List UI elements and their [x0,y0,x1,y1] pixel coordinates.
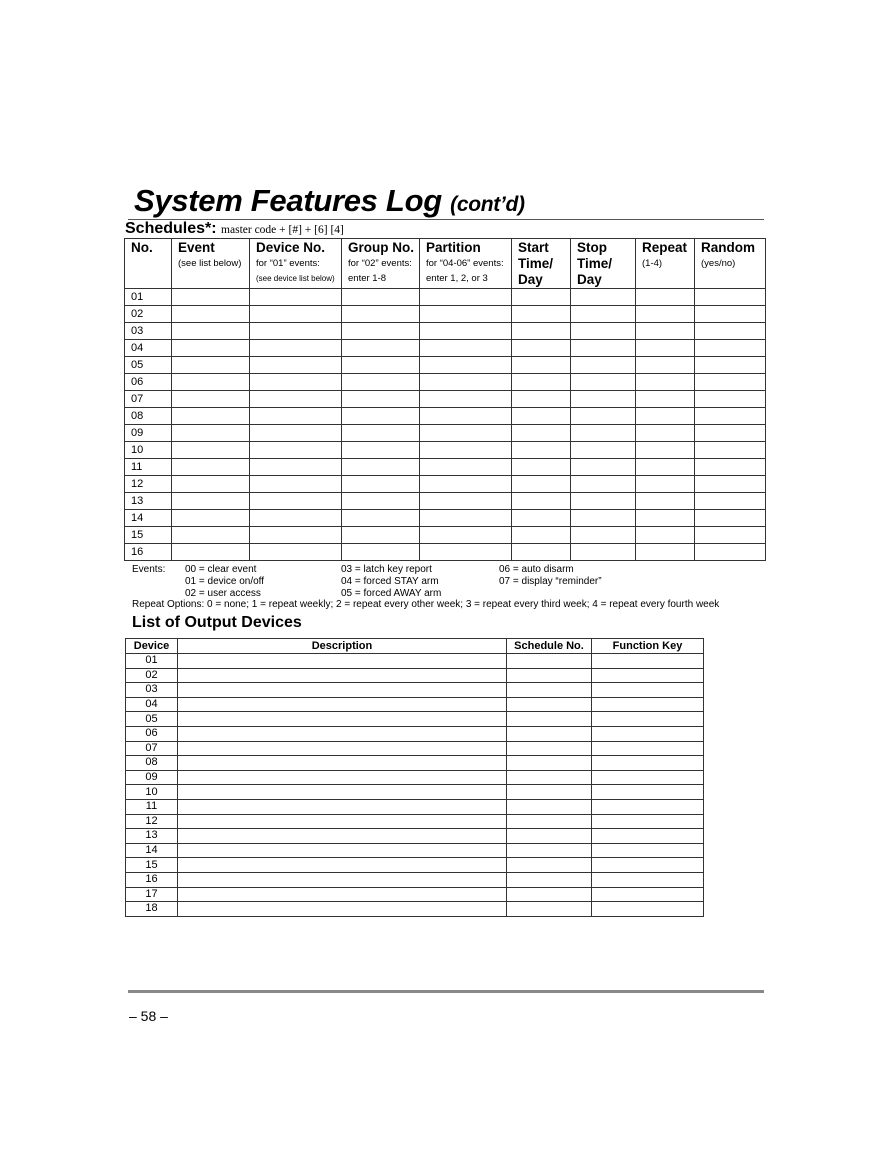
device-entry-cell[interactable] [178,799,507,814]
col-repeat: Repeat (1-4) [636,239,695,289]
device-entry-cell[interactable] [592,741,704,756]
device-row-number: 11 [126,799,178,814]
schedule-entry-cell[interactable] [695,340,766,357]
schedule-entry-cell[interactable] [512,493,571,510]
schedule-entry-cell[interactable] [571,425,636,442]
schedule-entry-cell[interactable] [571,391,636,408]
schedule-entry-cell[interactable] [172,357,250,374]
schedule-entry-cell[interactable] [172,493,250,510]
device-entry-cell[interactable] [592,683,704,698]
device-entry-cell[interactable] [592,697,704,712]
schedule-entry-cell[interactable] [342,357,420,374]
schedule-entry-cell[interactable] [695,544,766,561]
device-entry-cell[interactable] [592,902,704,917]
device-row [126,770,704,785]
event-code-06: 06 = auto disarm [499,564,574,575]
schedule-row [125,476,766,493]
schedule-entry-cell[interactable] [420,442,512,459]
schedule-entry-cell[interactable] [420,476,512,493]
schedule-row-number: 03 [125,323,172,340]
schedule-entry-cell[interactable] [342,425,420,442]
device-row [126,654,704,669]
device-row-number: 03 [126,683,178,698]
schedule-entry-cell[interactable] [695,323,766,340]
schedule-entry-cell[interactable] [172,374,250,391]
output-devices-heading: List of Output Devices [132,614,302,631]
schedule-entry-cell[interactable] [172,425,250,442]
schedule-entry-cell[interactable] [512,289,571,306]
device-entry-cell[interactable] [178,683,507,698]
col-no: No. [125,239,172,289]
schedule-entry-cell[interactable] [342,374,420,391]
device-entry-cell[interactable] [178,741,507,756]
device-entry-cell[interactable] [592,799,704,814]
schedule-entry-cell[interactable] [636,493,695,510]
schedule-entry-cell[interactable] [342,476,420,493]
schedule-entry-cell[interactable] [636,510,695,527]
schedule-row-number: 10 [125,442,172,459]
device-entry-cell[interactable] [592,872,704,887]
device-row-number: 07 [126,741,178,756]
device-row [126,843,704,858]
schedule-row-number: 04 [125,340,172,357]
schedule-entry-cell[interactable] [695,510,766,527]
schedule-entry-cell[interactable] [420,289,512,306]
device-entry-cell[interactable] [507,843,592,858]
schedule-entry-cell[interactable] [250,408,342,425]
schedule-entry-cell[interactable] [571,510,636,527]
schedule-entry-cell[interactable] [342,544,420,561]
device-row [126,756,704,771]
schedule-entry-cell[interactable] [420,340,512,357]
schedule-entry-cell[interactable] [636,476,695,493]
schedule-entry-cell[interactable] [342,408,420,425]
schedule-entry-cell[interactable] [695,306,766,323]
schedule-entry-cell[interactable] [636,306,695,323]
schedule-entry-cell[interactable] [636,289,695,306]
device-entry-cell[interactable] [507,683,592,698]
schedule-entry-cell[interactable] [342,442,420,459]
schedule-entry-cell[interactable] [342,493,420,510]
schedule-entry-cell[interactable] [636,527,695,544]
page-title-main: System Features Log [134,183,442,218]
schedule-entry-cell[interactable] [571,442,636,459]
device-entry-cell[interactable] [592,843,704,858]
schedule-entry-cell[interactable] [695,476,766,493]
schedule-entry-cell[interactable] [172,323,250,340]
device-entry-cell[interactable] [592,726,704,741]
schedule-entry-cell[interactable] [512,323,571,340]
device-entry-cell[interactable] [507,872,592,887]
device-row [126,799,704,814]
event-code-00: 00 = clear event [185,564,257,575]
schedule-row [125,544,766,561]
schedule-entry-cell[interactable] [571,476,636,493]
device-row [126,814,704,829]
schedule-entry-cell[interactable] [172,442,250,459]
schedule-entry-cell[interactable] [172,306,250,323]
schedule-entry-cell[interactable] [512,510,571,527]
schedule-entry-cell[interactable] [420,510,512,527]
schedule-entry-cell[interactable] [420,459,512,476]
schedule-entry-cell[interactable] [636,408,695,425]
schedule-entry-cell[interactable] [342,459,420,476]
schedule-entry-cell[interactable] [250,306,342,323]
schedule-entry-cell[interactable] [420,374,512,391]
output-devices-table [125,638,704,917]
device-entry-cell[interactable] [178,654,507,669]
device-entry-cell[interactable] [178,843,507,858]
device-row-number: 02 [126,668,178,683]
schedule-entry-cell[interactable] [695,425,766,442]
schedule-entry-cell[interactable] [420,323,512,340]
schedule-entry-cell[interactable] [636,459,695,476]
device-entry-cell[interactable] [592,887,704,902]
schedules-heading-label: Schedules*: [125,220,217,237]
schedule-row-number: 16 [125,544,172,561]
device-row-number: 10 [126,785,178,800]
schedule-entry-cell[interactable] [512,306,571,323]
schedule-entry-cell[interactable] [512,527,571,544]
schedules-master-code: master code + [#] + [6] [4] [221,224,344,236]
device-entry-cell[interactable] [178,756,507,771]
schedule-row [125,425,766,442]
device-row-number: 05 [126,712,178,727]
device-entry-cell[interactable] [178,872,507,887]
schedule-entry-cell[interactable] [172,391,250,408]
schedule-row [125,391,766,408]
schedule-entry-cell[interactable] [250,391,342,408]
schedule-entry-cell[interactable] [420,527,512,544]
schedule-entry-cell[interactable] [342,323,420,340]
schedule-entry-cell[interactable] [512,476,571,493]
schedule-entry-cell[interactable] [571,306,636,323]
schedule-entry-cell[interactable] [250,527,342,544]
schedule-entry-cell[interactable] [420,391,512,408]
event-code-05: 05 = forced AWAY arm [341,587,442,599]
schedule-entry-cell[interactable] [571,289,636,306]
schedule-row [125,459,766,476]
device-entry-cell[interactable] [507,902,592,917]
schedule-row-number: 15 [125,527,172,544]
schedule-row [125,374,766,391]
schedule-entry-cell[interactable] [172,476,250,493]
device-entry-cell[interactable] [507,697,592,712]
schedule-entry-cell[interactable] [636,323,695,340]
col-group-no: Group No. for “02” events: enter 1-8 [342,239,420,289]
device-row-number: 04 [126,697,178,712]
device-entry-cell[interactable] [507,726,592,741]
device-entry-cell[interactable] [507,770,592,785]
device-entry-cell[interactable] [592,756,704,771]
schedule-entry-cell[interactable] [342,391,420,408]
schedule-row [125,527,766,544]
schedule-entry-cell[interactable] [420,408,512,425]
schedule-entry-cell[interactable] [636,357,695,374]
schedule-entry-cell[interactable] [571,323,636,340]
event-code-07: 07 = display “reminder” [499,575,602,587]
schedule-row [125,442,766,459]
device-row [126,712,704,727]
schedule-entry-cell[interactable] [571,459,636,476]
device-row-number: 12 [126,814,178,829]
col-stop-time-day: Stop Time/ Day [571,239,636,289]
schedule-entry-cell[interactable] [250,340,342,357]
device-entry-cell[interactable] [178,668,507,683]
device-row [126,741,704,756]
device-row [126,858,704,873]
schedule-entry-cell[interactable] [636,340,695,357]
device-entry-cell[interactable] [178,887,507,902]
device-row-number: 09 [126,770,178,785]
device-entry-cell[interactable] [178,814,507,829]
schedules-heading [125,220,344,238]
schedule-row-number: 01 [125,289,172,306]
schedule-entry-cell[interactable] [172,408,250,425]
schedule-entry-cell[interactable] [512,425,571,442]
device-entry-cell[interactable] [178,697,507,712]
device-row-number: 15 [126,858,178,873]
schedule-entry-cell[interactable] [695,442,766,459]
device-entry-cell[interactable] [592,712,704,727]
device-entry-cell[interactable] [507,887,592,902]
event-code-03: 03 = latch key report [341,564,432,575]
page-title [134,183,525,219]
device-entry-cell[interactable] [507,712,592,727]
schedule-row-number: 12 [125,476,172,493]
col-description: Description [178,639,507,654]
schedule-entry-cell[interactable] [342,306,420,323]
device-row-number: 06 [126,726,178,741]
device-row [126,887,704,902]
schedule-entry-cell[interactable] [250,425,342,442]
col-start-time-day: Start Time/ Day [512,239,571,289]
device-entry-cell[interactable] [178,902,507,917]
schedule-entry-cell[interactable] [695,408,766,425]
device-row [126,668,704,683]
devices-header-row [126,639,704,654]
device-entry-cell[interactable] [507,829,592,844]
schedule-entry-cell[interactable] [250,357,342,374]
device-row-number: 13 [126,829,178,844]
schedule-entry-cell[interactable] [695,289,766,306]
schedule-entry-cell[interactable] [250,289,342,306]
schedule-entry-cell[interactable] [636,374,695,391]
device-entry-cell[interactable] [178,829,507,844]
schedule-entry-cell[interactable] [250,493,342,510]
schedule-entry-cell[interactable] [512,408,571,425]
schedule-entry-cell[interactable] [512,442,571,459]
schedule-entry-cell[interactable] [636,425,695,442]
schedule-row-number: 05 [125,357,172,374]
device-entry-cell[interactable] [592,654,704,669]
device-row [126,697,704,712]
schedule-entry-cell[interactable] [695,459,766,476]
schedule-entry-cell[interactable] [571,357,636,374]
schedule-entry-cell[interactable] [512,340,571,357]
schedule-entry-cell[interactable] [695,357,766,374]
event-code-02: 02 = user access [185,587,261,599]
schedule-row-number: 07 [125,391,172,408]
footer-rule [128,990,764,993]
device-entry-cell[interactable] [592,770,704,785]
col-schedule-no: Schedule No. [507,639,592,654]
schedule-entry-cell[interactable] [512,544,571,561]
device-entry-cell[interactable] [178,858,507,873]
schedule-row [125,289,766,306]
col-random: Random (yes/no) [695,239,766,289]
schedule-row [125,340,766,357]
device-entry-cell[interactable] [507,741,592,756]
schedule-entry-cell[interactable] [636,442,695,459]
col-function-key: Function Key [592,639,704,654]
device-entry-cell[interactable] [592,829,704,844]
device-row-number: 14 [126,843,178,858]
schedule-row [125,510,766,527]
page-title-cont: (cont’d) [450,193,525,216]
device-row [126,683,704,698]
device-entry-cell[interactable] [507,814,592,829]
schedule-entry-cell[interactable] [250,442,342,459]
device-row-number: 18 [126,902,178,917]
schedule-row-number: 06 [125,374,172,391]
schedule-entry-cell[interactable] [250,476,342,493]
schedule-row [125,306,766,323]
schedule-entry-cell[interactable] [695,374,766,391]
device-entry-cell[interactable] [507,799,592,814]
schedule-entry-cell[interactable] [695,527,766,544]
schedule-entry-cell[interactable] [172,289,250,306]
device-row [126,829,704,844]
schedule-entry-cell[interactable] [172,544,250,561]
schedule-entry-cell[interactable] [571,374,636,391]
schedules-header-row [125,239,766,289]
device-entry-cell[interactable] [507,858,592,873]
schedule-entry-cell[interactable] [636,391,695,408]
schedule-row-number: 13 [125,493,172,510]
device-row-number: 01 [126,654,178,669]
schedule-entry-cell[interactable] [571,527,636,544]
schedule-entry-cell[interactable] [512,374,571,391]
device-entry-cell[interactable] [178,712,507,727]
device-row [126,726,704,741]
device-row-number: 08 [126,756,178,771]
device-entry-cell[interactable] [507,654,592,669]
schedules-table [124,238,766,561]
schedule-entry-cell[interactable] [172,527,250,544]
schedule-row [125,323,766,340]
device-row-number: 17 [126,887,178,902]
device-entry-cell[interactable] [592,858,704,873]
schedule-entry-cell[interactable] [342,527,420,544]
device-entry-cell[interactable] [592,814,704,829]
schedule-entry-cell[interactable] [571,544,636,561]
schedule-entry-cell[interactable] [695,391,766,408]
device-entry-cell[interactable] [592,668,704,683]
device-row [126,872,704,887]
col-device: Device [126,639,178,654]
schedule-entry-cell[interactable] [420,544,512,561]
schedule-row-number: 11 [125,459,172,476]
device-row [126,785,704,800]
col-event: Event (see list below) [172,239,250,289]
schedule-entry-cell[interactable] [512,459,571,476]
event-code-01: 01 = device on/off [185,575,265,587]
schedule-entry-cell[interactable] [636,544,695,561]
device-entry-cell[interactable] [178,726,507,741]
schedule-entry-cell[interactable] [571,408,636,425]
device-entry-cell[interactable] [178,770,507,785]
schedule-row [125,357,766,374]
schedule-entry-cell[interactable] [420,306,512,323]
schedule-entry-cell[interactable] [512,391,571,408]
device-entry-cell[interactable] [507,668,592,683]
schedule-row [125,493,766,510]
schedule-entry-cell[interactable] [420,357,512,374]
schedule-entry-cell[interactable] [172,340,250,357]
schedule-entry-cell[interactable] [250,374,342,391]
schedule-entry-cell[interactable] [342,510,420,527]
device-row [126,902,704,917]
schedule-row-number: 09 [125,425,172,442]
schedule-entry-cell[interactable] [512,357,571,374]
schedule-entry-cell[interactable] [172,459,250,476]
schedule-entry-cell[interactable] [342,340,420,357]
schedule-row-number: 08 [125,408,172,425]
device-entry-cell[interactable] [592,785,704,800]
schedule-row-number: 14 [125,510,172,527]
schedule-entry-cell[interactable] [571,340,636,357]
schedule-row-number: 02 [125,306,172,323]
schedule-entry-cell[interactable] [571,493,636,510]
schedule-entry-cell[interactable] [250,510,342,527]
device-entry-cell[interactable] [178,785,507,800]
device-row-number: 16 [126,872,178,887]
schedule-entry-cell[interactable] [250,544,342,561]
col-partition: Partition for “04-06” events: enter 1, 2, or 3 [420,239,512,289]
schedule-entry-cell[interactable] [342,289,420,306]
event-code-04: 04 = forced STAY arm [341,575,439,587]
schedule-row [125,408,766,425]
col-device-no: Device No. for “01” events: (see device list below) [250,239,342,289]
schedule-entry-cell[interactable] [695,493,766,510]
schedule-entry-cell[interactable] [250,323,342,340]
repeat-options: Repeat Options: 0 = none; 1 = repeat weekly; 2 = repeat every other week; 3 = repeat every third week; 4 = repeat every fourth week [132,599,720,610]
schedule-entry-cell[interactable] [172,510,250,527]
schedule-entry-cell[interactable] [420,425,512,442]
device-entry-cell[interactable] [507,785,592,800]
events-legend-label: Events: [132,564,166,575]
schedule-entry-cell[interactable] [420,493,512,510]
schedule-entry-cell[interactable] [250,459,342,476]
device-entry-cell[interactable] [507,756,592,771]
page-number: – 58 – [129,1008,168,1024]
